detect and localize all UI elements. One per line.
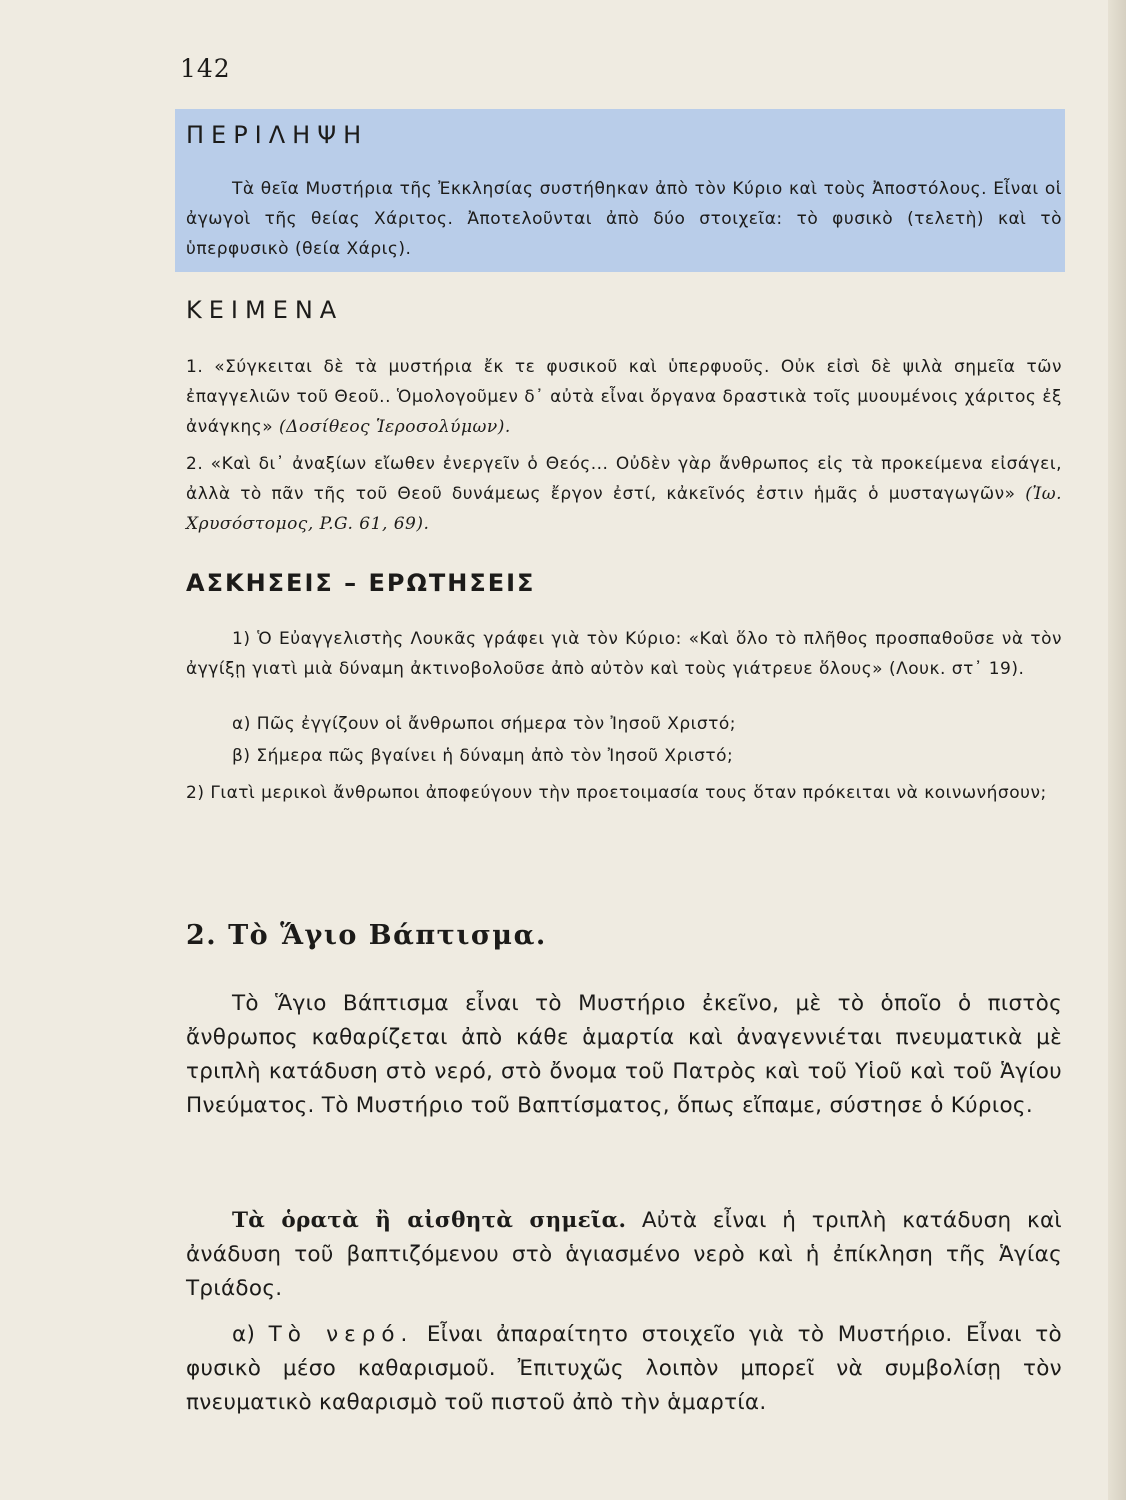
texts-heading: ΚΕΙΜΕΝΑ [186,296,344,324]
summary-heading: ΠΕΡΙΛΗΨΗ [186,121,369,149]
text-item-1-quote: 1. «Σύγκειται δὲ τὰ μυστήρια ἔκ τε φυσικοῦ καὶ ὑπερφυοῦς. Οὐκ εἰσὶ δὲ ψιλὰ σημεῖα τῶν ἐπαγγελιῶν τοῦ Θεοῦ.. Ὁμολογοῦμεν δ᾽ αὐτὰ εἶναι ὄργανα δραστικὰ τοῖς μυουμένοις χάριτος ἐξ ἀνάγκης» [186,357,1062,437]
visible-signs-text: Αὐτὰ εἶναι ἡ τριπλὴ κατάδυση καὶ ἀνάδυση τοῦ βαπτιζόμενου στὸ ἁγιασμένο νερὸ καὶ ἡ ἐπίκληση τῆς Ἁγίας Τριάδος. [186,1208,1062,1301]
visible-signs-lead: Τὰ ὁρατὰ ἢ αἰσθητὰ σημεῖα. [232,1208,627,1233]
water-lead: Τὸ νερό. [268,1322,414,1347]
chapter-intro: Τὸ Ἅγιο Βάπτισμα εἶναι τὸ Μυστήριο ἐκεῖνο, μὲ τὸ ὁποῖο ὁ πιστὸς ἄνθρωπος καθαρίζεται ἀπὸ κάθε ἁμαρτία καὶ ἀναγεννιέται πνευματικὰ μὲ τριπλὴ κατάδυση στὸ νερό, στὸ ὄνομα τοῦ Πατρὸς καὶ τοῦ Υἱοῦ καὶ τοῦ Ἁγίου Πνεύματος. Τὸ Μυστήριο τοῦ Βαπτίσματος, ὅπως εἴπαμε, σύστησε ὁ Κύριος. [186,991,1062,1118]
summary-text: Τὰ θεῖα Μυστήρια τῆς Ἐκκλησίας συστήθηκαν ἀπὸ τὸν Κύριο καὶ τοὺς Ἀποστόλους. Εἶναι οἱ ἀγωγοὶ τῆς θείας Χάριτος. Ἀποτελοῦνται ἀπὸ δύο στοιχεῖα: τὸ φυσικὸ (τελετὴ) καὶ τὸ ὑπερφυσικὸ (θεία Χάρις). [186,179,1062,259]
page-edge [1108,0,1126,1500]
page-number: 142 [180,54,231,83]
visible-signs-paragraph [186,1204,1062,1306]
chapter-title: 2. Τὸ Ἅγιο Βάπτισμα. [186,920,547,951]
text-item-1 [186,352,1062,442]
question-1a: α) Πῶς ἐγγίζουν οἱ ἄνθρωποι σήμερα τὸν Ἰησοῦ Χριστό; [232,714,737,734]
text-item-2-source: (Ἰω. Χρυσόστομος, P.G. 61, 69). [186,484,1062,534]
water-prefix: α) [232,1322,256,1347]
water-text: Εἶναι ἀπαραίτητο στοιχεῖο γιὰ τὸ Μυστήριο. Εἶναι τὸ φυσικὸ μέσο καθαρισμοῦ. Ἐπιτυχῶς λοιπὸν μπορεῖ νὰ συμβολίσῃ τὸν πνευματικὸ καθαρισμὸ τοῦ πιστοῦ ἀπὸ τὴν ἁμαρτία. [186,1322,1063,1415]
text-item-2 [186,449,1062,539]
exercises-heading: ΑΣΚΗΣΕΙΣ – ΕΡΩΤΗΣΕΙΣ [186,569,536,597]
question-2: 2) Γιατὶ μερικοὶ ἄνθρωποι ἀποφεύγουν τὴν προετοιμασία τους ὅταν πρόκειται νὰ κοινωνήσουν; [186,783,1047,803]
question-1: 1) Ὁ Εὐαγγελιστὴς Λουκᾶς γράφει γιὰ τὸν Κύριο: «Καὶ ὅλο τὸ πλῆθος προσπαθοῦσε νὰ τὸν ἀγγίξῃ γιατὶ μιὰ δύναμη ἀκτινοβολοῦσε ἀπὸ αὐτὸν καὶ τοὺς γιάτρευε ὅλους» (Λουκ. στ᾽ 19). [186,629,1062,679]
text-item-1-source: (Δοσίθεος Ἱεροσολύμων). [279,417,511,437]
water-paragraph [186,1318,1062,1420]
question-1b: β) Σήμερα πῶς βγαίνει ἡ δύναμη ἀπὸ τὸν Ἰησοῦ Χριστό; [232,746,734,766]
text-item-2-quote: 2. «Καὶ δι᾽ ἀναξίων εἴωθεν ἐνεργεῖν ὁ Θεός... Οὐδὲν γὰρ ἄνθρωπος εἰς τὰ προκείμενα εἰσάγει, ἀλλὰ τὸ πᾶν τῆς τοῦ Θεοῦ δυνάμεως ἔργον ἐστί, κἀκεῖνός ἐστιν ἡμᾶς ὁ μυσταγωγῶν» [186,454,1062,504]
